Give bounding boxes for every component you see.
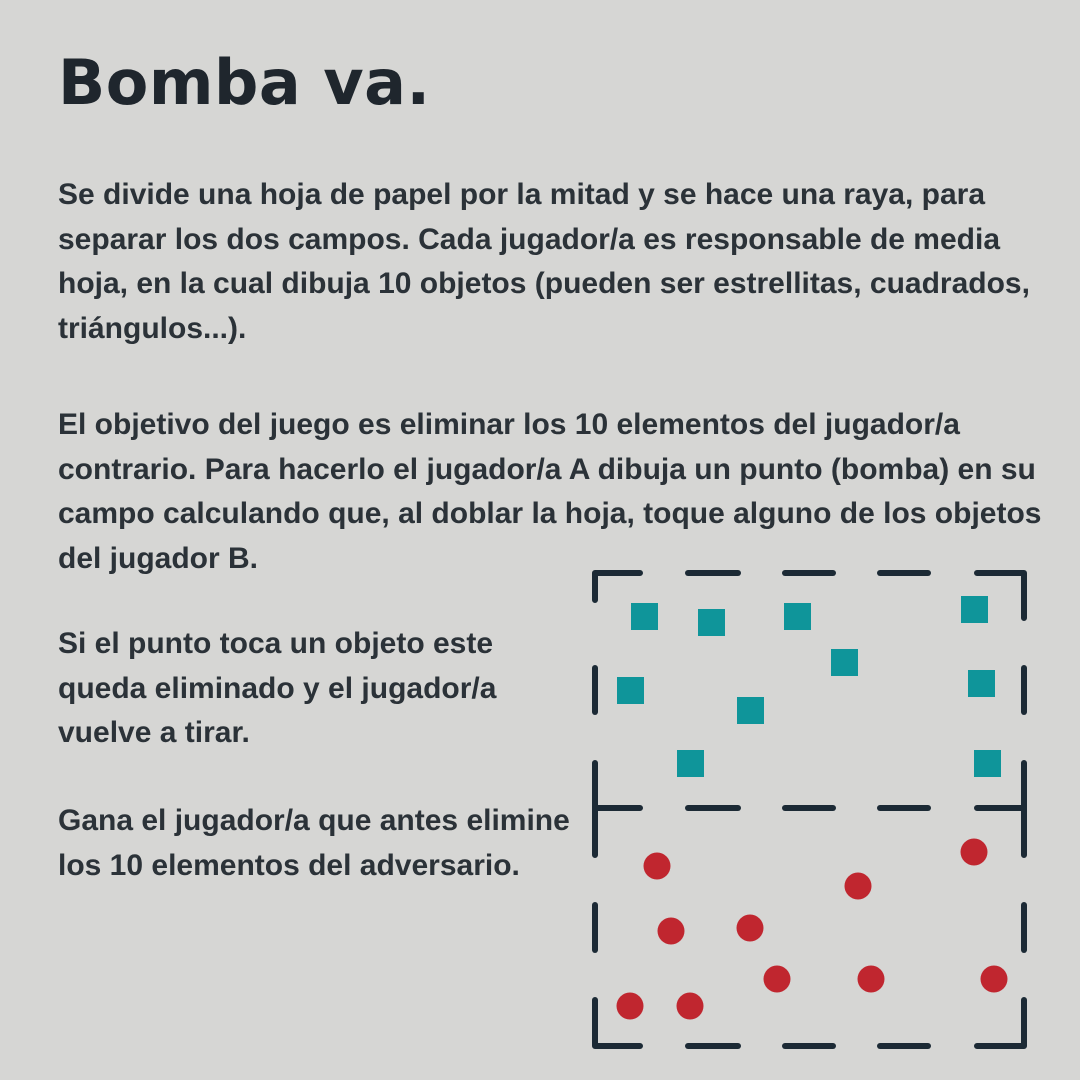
square-object xyxy=(961,596,988,623)
circle-object xyxy=(658,918,685,945)
square-object xyxy=(968,670,995,697)
square-object xyxy=(737,697,764,724)
circle-object xyxy=(845,873,872,900)
paragraph-objective: El objetivo del juego es eliminar los 10 elementos del jugador/a contrario. Para hacerlo el jugador/a A dibuja un punto (bomba) en su campo calculando que, al doblar la hoja, toque alguno de los objetos del jugador B. xyxy=(58,408,1042,575)
square-object xyxy=(974,750,1001,777)
square-object xyxy=(698,609,725,636)
square-object xyxy=(631,603,658,630)
circle-object xyxy=(737,915,764,942)
paragraph-hit-rule: Si el punto toca un objeto este queda eliminado y el jugador/a vuelve a tirar. xyxy=(58,627,497,749)
circle-object xyxy=(961,839,988,866)
square-object xyxy=(784,603,811,630)
square-object xyxy=(617,677,644,704)
circle-object xyxy=(981,966,1008,993)
circle-object xyxy=(764,966,791,993)
circle-object xyxy=(617,993,644,1020)
circle-object xyxy=(677,993,704,1020)
player-b-circles xyxy=(617,839,1008,1020)
paragraph-intro: Se divide una hoja de papel por la mitad y se hace una raya, para separar los dos campos. Cada jugador/a es responsable de media hoja, en la cual dibuja 10 objetos (pueden ser estrellitas, cuadrados, triángulos...). xyxy=(58,178,1030,345)
page-title: Bomba va. xyxy=(58,46,431,119)
fold-line-segment xyxy=(595,763,640,855)
circle-object xyxy=(858,966,885,993)
frame-segment xyxy=(977,1000,1024,1046)
square-object xyxy=(831,649,858,676)
player-a-squares xyxy=(617,596,1001,777)
paper-sheet-frame xyxy=(595,573,1024,1046)
paragraph-win-rule: Gana el jugador/a que antes elimine los 10 elementos del adversario. xyxy=(58,804,570,882)
square-object xyxy=(677,750,704,777)
circle-object xyxy=(644,853,671,880)
frame-segment xyxy=(595,573,640,600)
